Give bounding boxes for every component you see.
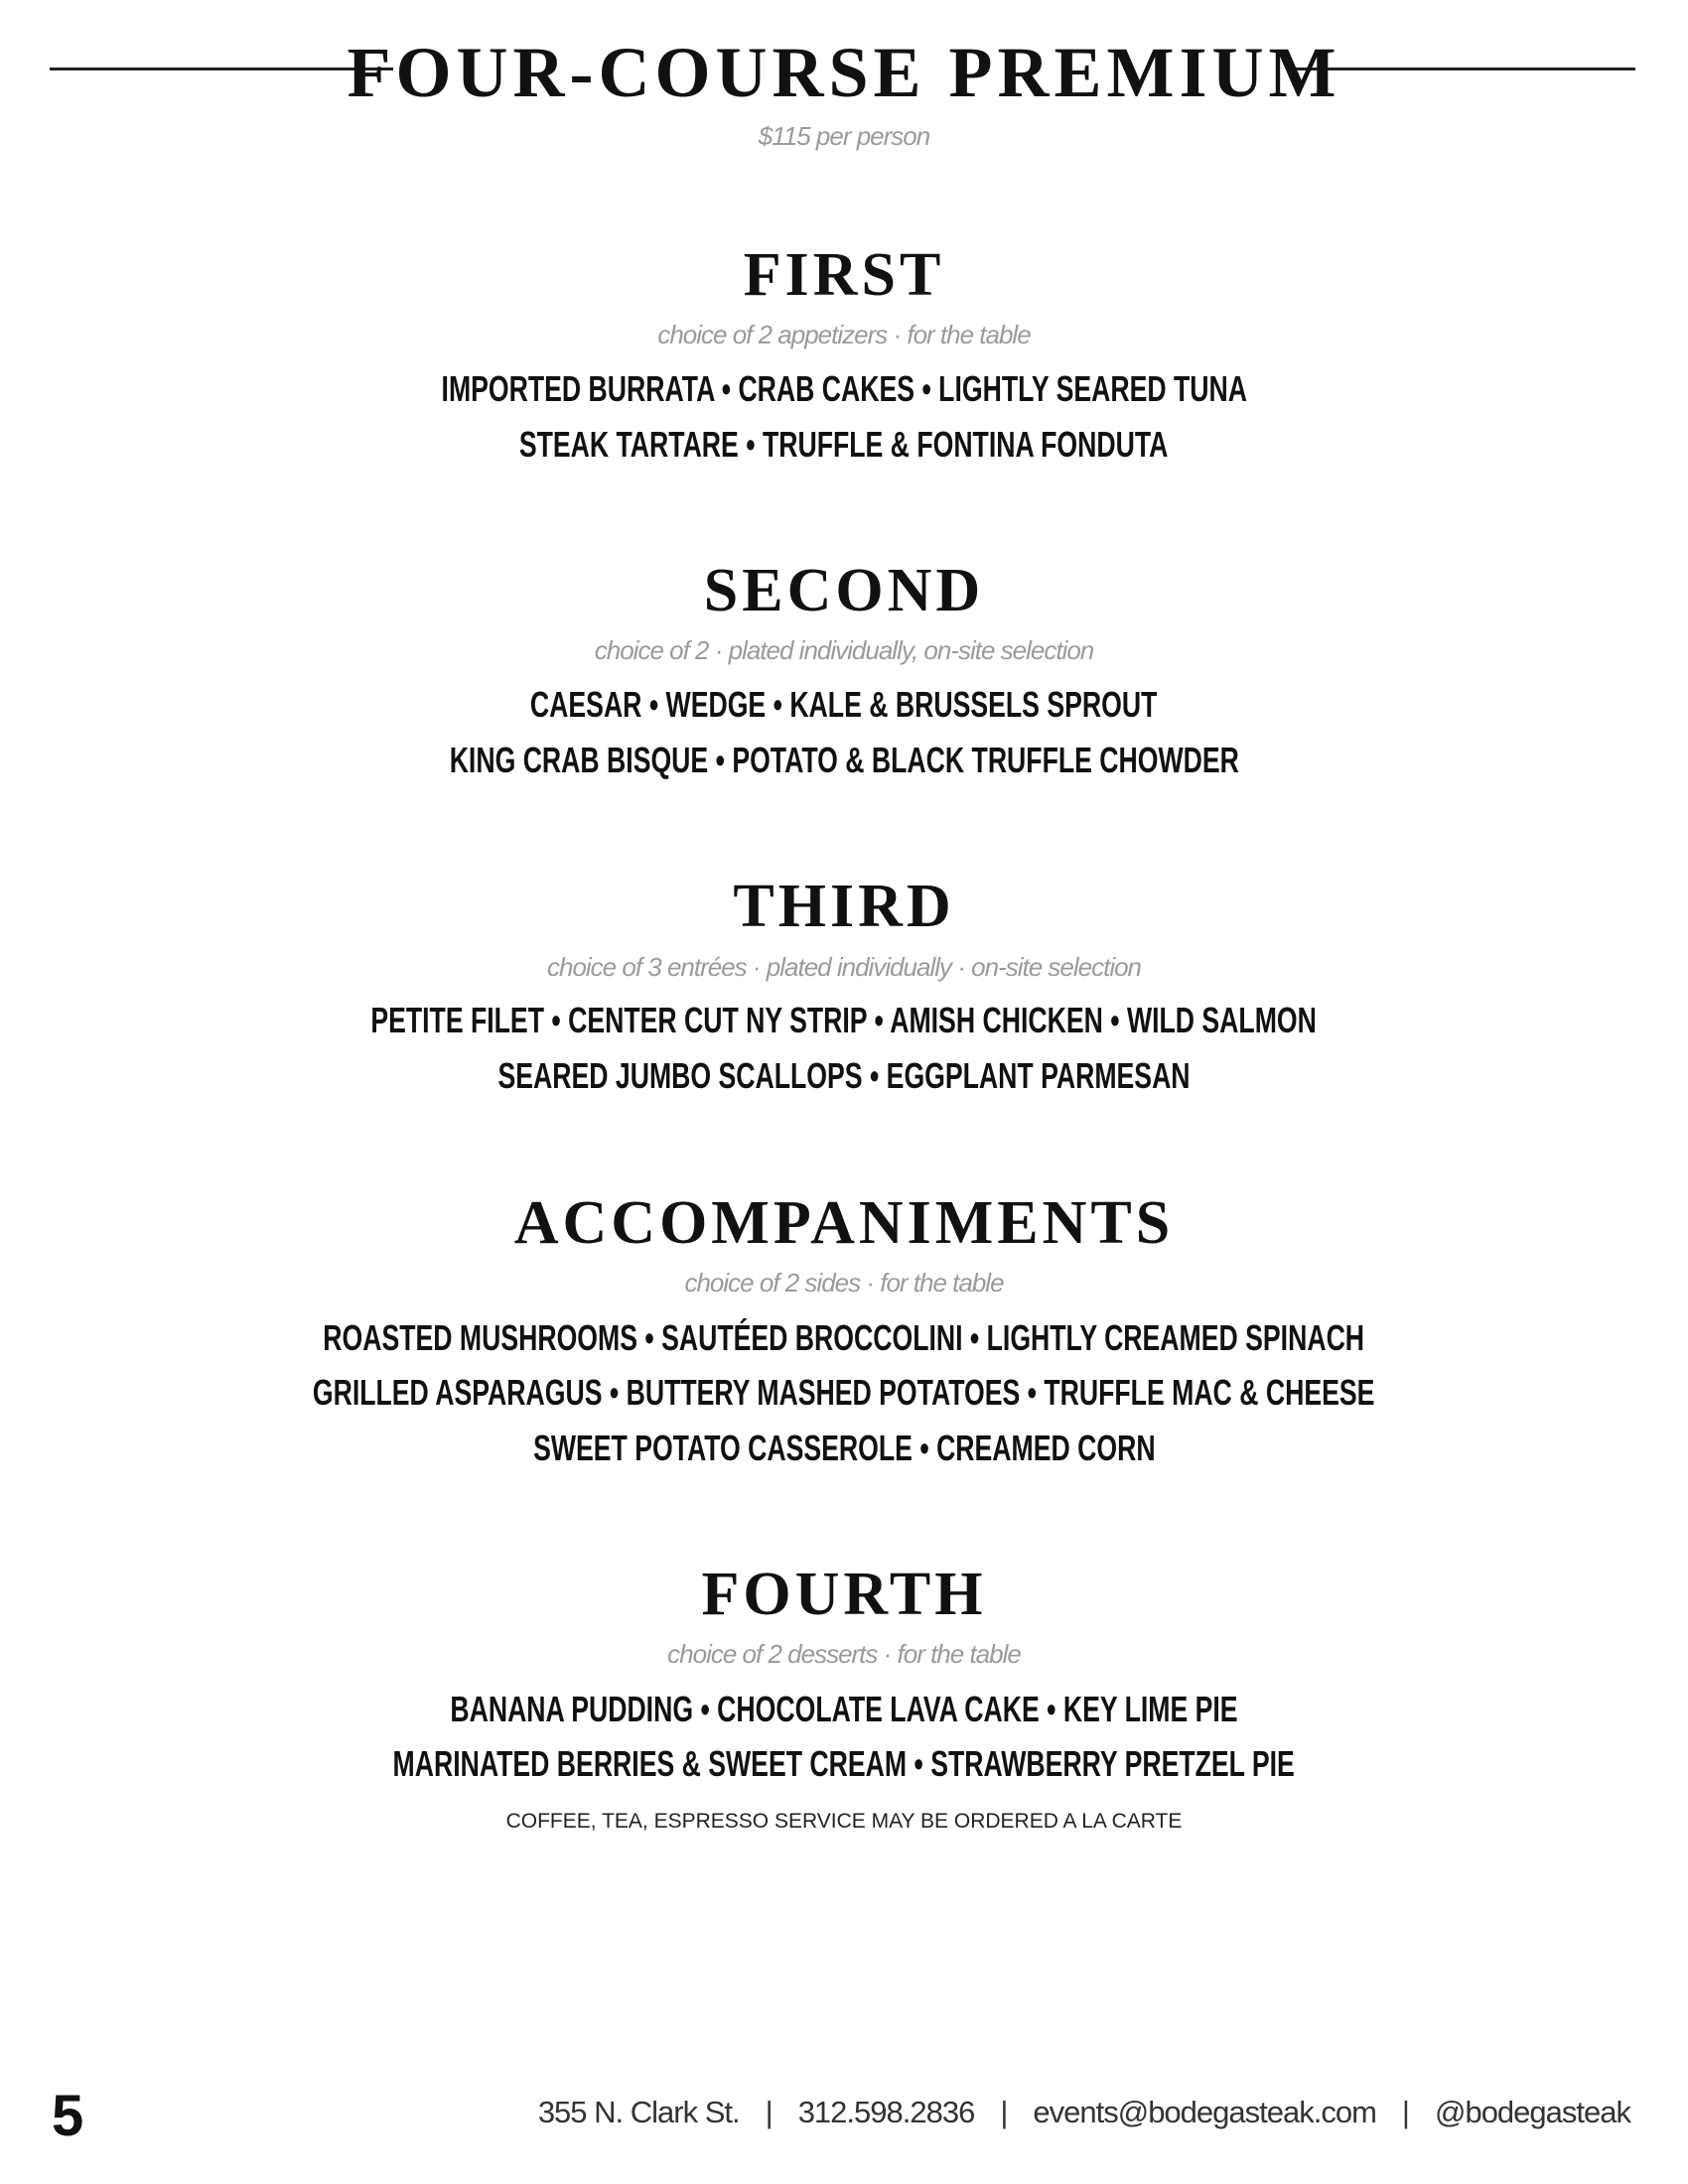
email-link[interactable]: events@bodegasteak.com: [1033, 2095, 1376, 2129]
course-heading-accompaniments: ACCOMPANIMENTS: [513, 1189, 1175, 1257]
price-per-person: $115 per person: [758, 121, 930, 151]
menu-line: [0, 739, 1688, 782]
menu-line: [0, 1742, 1688, 1786]
course-heading-second: SECOND: [703, 557, 985, 624]
menu-line: [0, 1688, 1688, 1731]
course-note-fourth: choice of 2 desserts · for the table: [667, 1639, 1021, 1669]
menu-line: [0, 1427, 1688, 1470]
address: 355 N. Clark St.: [537, 2095, 740, 2129]
menu-line-text: CAESAR • WEDGE • KALE & BRUSSELS SPROUT: [530, 684, 1158, 725]
phone[interactable]: 312.598.2836: [797, 2095, 975, 2129]
menu-line-text: IMPORTED BURRATA • CRAB CAKES • LIGHTLY SEARED TUNA: [441, 368, 1247, 409]
menu-line: [0, 1054, 1688, 1098]
course-note-third: choice of 3 entrées · plated individually · on-site selection: [546, 952, 1142, 982]
menu-line-text: PETITE FILET • CENTER CUT NY STRIP • AMISH CHICKEN • WILD SALMON: [370, 1000, 1318, 1040]
page-number: 5: [52, 2084, 84, 2148]
menu-line: [0, 999, 1688, 1042]
menu-line: [0, 423, 1688, 467]
page-title: FOUR-COURSE PREMIUM: [347, 33, 1341, 112]
course-heading-first: FIRST: [743, 241, 945, 309]
menu-line-text: MARINATED BERRIES & SWEET CREAM • STRAWBERRY PRETZEL PIE: [392, 1743, 1296, 1784]
menu-line-text: SEARED JUMBO SCALLOPS • EGGPLANT PARMESAN: [497, 1055, 1191, 1096]
menu-line: [0, 683, 1688, 727]
menu-line: [0, 367, 1688, 411]
social-handle[interactable]: @bodegasteak: [1434, 2095, 1630, 2129]
separator: |: [765, 2095, 773, 2129]
menu-line-text: BANANA PUDDING • CHOCOLATE LAVA CAKE • KEY LIME PIE: [450, 1689, 1238, 1729]
menu-line-text: KING CRAB BISQUE • POTATO & BLACK TRUFFLE CHOWDER: [449, 740, 1239, 780]
separator: |: [1000, 2095, 1008, 2129]
contact-footer: [538, 2095, 1630, 2130]
separator: |: [1401, 2095, 1409, 2129]
course-note-first: choice of 2 appetizers · for the table: [657, 320, 1031, 349]
menu-line-text: GRILLED ASPARAGUS • BUTTERY MASHED POTATOES • TRUFFLE MAC & CHEESE: [313, 1372, 1375, 1413]
beverage-footnote: COFFEE, TEA, ESPRESSO SERVICE MAY BE ORDERED A LA CARTE: [505, 1810, 1183, 1833]
menu-line-text: SWEET POTATO CASSEROLE • CREAMED CORN: [532, 1428, 1156, 1468]
course-heading-fourth: FOURTH: [701, 1561, 987, 1628]
menu-line-text: STEAK TARTARE • TRUFFLE & FONTINA FONDUTA: [519, 424, 1169, 465]
course-note-accompaniments: choice of 2 sides · for the table: [684, 1268, 1004, 1297]
menu-line-text: ROASTED MUSHROOMS • SAUTÉED BROCCOLINI • LIGHTLY CREAMED SPINACH: [323, 1317, 1365, 1358]
course-note-second: choice of 2 · plated individually, on-site selection: [594, 635, 1094, 665]
course-heading-third: THIRD: [733, 873, 955, 940]
menu-line: [0, 1371, 1688, 1415]
menu-line: [0, 1316, 1688, 1360]
